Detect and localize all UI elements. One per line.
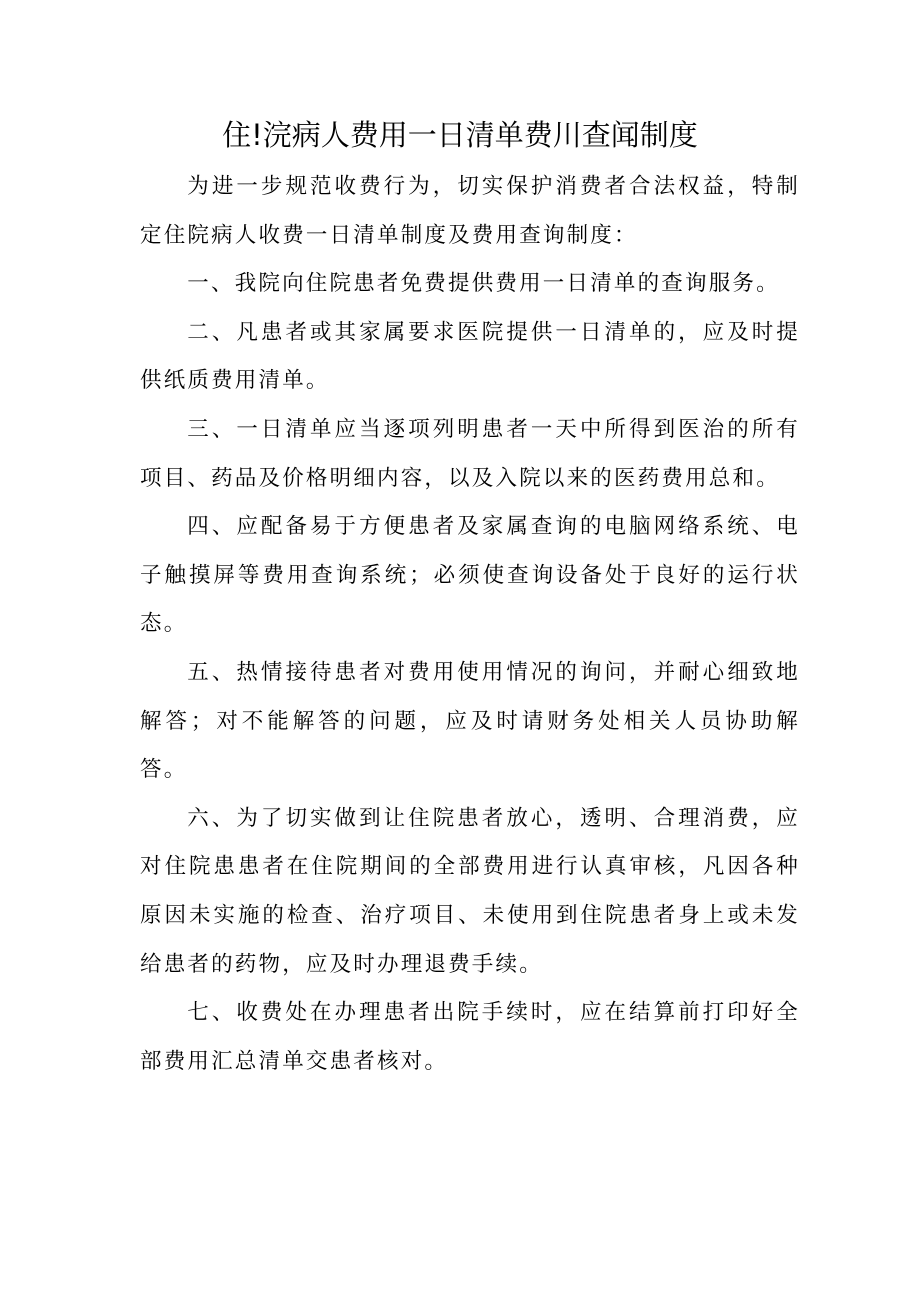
paragraph-item-2: 二、凡患者或其家属要求医院提供一日清单的，应及时提供纸质费用清单。: [140, 319, 800, 394]
document-title: 住!浣病人费用一日清单费川查闻制度: [222, 118, 698, 152]
paragraph-item-4: 四、应配备易于方便患者及家属查询的电脑网络系统、电子触摸屏等费用查询系统；必须使查询设备处于良好的运行状态。: [140, 514, 800, 637]
paragraph-item-1: 一、我院向住院患者免费提供费用一日清单的查询服务。: [187, 271, 780, 297]
document-body: [140, 163, 800, 1086]
paragraph-item-6: 六、为了切实做到让住院患者放心，透明、合理消费，应对住院患患者在住院期间的全部费用进行认真审核，凡因各种原因未实施的检查、治疗项目、未使用到住院患者身上或未发给患者的药物，应及时办理退费手续。: [140, 805, 800, 977]
paragraph-item-5: 五、热情接待患者对费用使用情况的询问，并耐心细致地解答；对不能解答的问题，应及时请财务处相关人员协助解答。: [140, 659, 800, 783]
paragraph-item-3: 三、一日清单应当逐项列明患者一天中所得到医治的所有项目、药品及价格明细内容，以及入院以来的医药费用总和。: [140, 416, 800, 491]
paragraph-item-7: 七、收费处在办理患者出院手续时，应在结算前打印好全部费用汇总清单交患者核对。: [140, 1000, 800, 1074]
paragraph-intro: 为进一步规范收费行为，切实保护消费者合法权益，特制定住院病人收费一日清单制度及费用查询制度：: [140, 174, 800, 248]
